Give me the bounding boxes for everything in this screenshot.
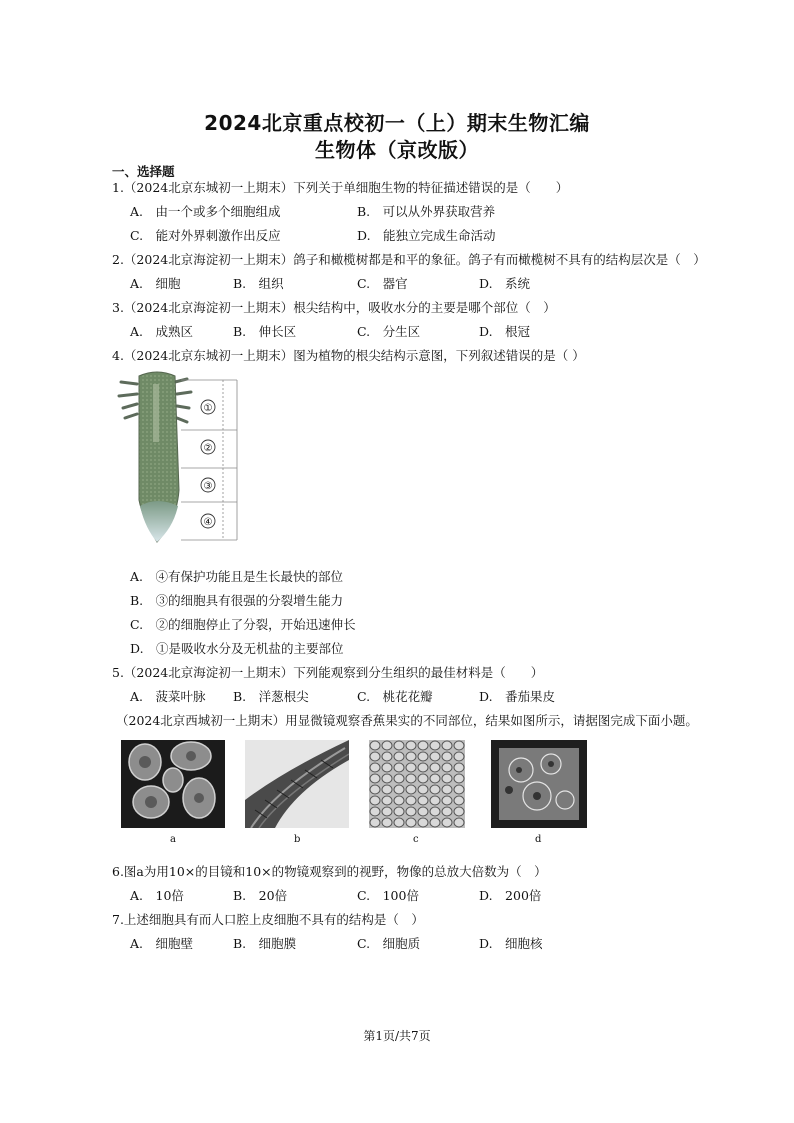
- question-6-option-d[interactable]: D. 200倍: [479, 888, 542, 903]
- micrograph-a: [121, 740, 225, 832]
- page-footer: 第1页/共7页: [363, 1029, 431, 1043]
- question-1-option-d[interactable]: D. 能独立完成生命活动: [357, 228, 496, 243]
- question-7-option-d[interactable]: D. 细胞核: [479, 936, 543, 951]
- question-7-option-b[interactable]: B. 细胞膜: [233, 936, 297, 951]
- passage-text: （2024北京西城初一上期末）用显微镜观察香蕉果实的不同部位，结果如图所示，请据图完成下面小题。: [116, 713, 698, 728]
- question-6-option-b[interactable]: B. 20倍: [233, 888, 288, 903]
- question-3-stem: 3.（2024北京海淀初一上期末）根尖结构中，吸收水分的主要是哪个部位（ ）: [112, 300, 556, 315]
- question-7-option-a[interactable]: A. 细胞壁: [130, 936, 194, 951]
- question-2-option-c[interactable]: C. 器官: [357, 276, 408, 291]
- question-2-stem: 2.（2024北京海淀初一上期末）鸽子和橄榄树都是和平的象征。鸽子有而橄榄树不具有的结构层次是（ ）: [112, 252, 706, 267]
- photo-label-a: a: [170, 834, 176, 845]
- question-4-stem: 4.（2024北京东城初一上期末）图为植物的根尖结构示意图，下列叙述错误的是（ ）: [112, 348, 585, 363]
- marker-2: ②: [203, 443, 213, 454]
- question-5-option-b[interactable]: B. 洋葱根尖: [233, 689, 309, 704]
- micrograph-b: [245, 740, 349, 832]
- question-1-option-c[interactable]: C. 能对外界刺激作出反应: [130, 228, 281, 243]
- question-1-option-b[interactable]: B. 可以从外界获取营养: [357, 204, 496, 219]
- micrograph-c: [369, 740, 465, 832]
- question-2-option-a[interactable]: A. 细胞: [130, 276, 181, 291]
- question-6-option-a[interactable]: A. 10倍: [130, 888, 184, 903]
- question-4-option-d[interactable]: D. ①是吸收水分及无机盐的主要部位: [130, 641, 344, 656]
- question-2-option-b[interactable]: B. 组织: [233, 276, 284, 291]
- root-tip-figure: [113, 370, 253, 548]
- marker-4: ④: [203, 517, 213, 528]
- question-3-option-a[interactable]: A. 成熟区: [130, 324, 194, 339]
- question-6-stem: 6.图a为用10×的目镜和10×的物镜观察到的视野，物像的总放大倍数为（ ）: [112, 864, 547, 879]
- question-7-option-c[interactable]: C. 细胞质: [357, 936, 421, 951]
- question-1-stem: 1.（2024北京东城初一上期末）下列关于单细胞生物的特征描述错误的是（ ）: [112, 180, 569, 195]
- question-5-option-c[interactable]: C. 桃花花瓣: [357, 689, 433, 704]
- photo-label-b: b: [294, 834, 301, 845]
- page-title: 2024北京重点校初一（上）期末生物汇编: [204, 111, 590, 135]
- marker-3: ③: [203, 481, 213, 492]
- question-4-option-c[interactable]: C. ②的细胞停止了分裂，开始迅速伸长: [130, 617, 356, 632]
- question-4-option-a[interactable]: A. ④有保护功能且是生长最快的部位: [130, 569, 344, 584]
- marker-1: ①: [203, 403, 213, 414]
- photo-label-d: d: [535, 834, 542, 845]
- section-heading: 一、选择题: [112, 164, 175, 179]
- question-3-option-d[interactable]: D. 根冠: [479, 324, 531, 339]
- micrograph-d: [491, 740, 587, 832]
- question-5-option-a[interactable]: A. 菠菜叶脉: [130, 689, 206, 704]
- question-1-option-a[interactable]: A. 由一个或多个细胞组成: [130, 204, 281, 219]
- question-7-stem: 7.上述细胞具有而人口腔上皮细胞不具有的结构是（ ）: [112, 912, 424, 927]
- question-4-option-b[interactable]: B. ③的细胞具有很强的分裂增生能力: [130, 593, 344, 608]
- photo-label-c: c: [413, 834, 419, 845]
- question-2-option-d[interactable]: D. 系统: [479, 276, 531, 291]
- question-6-option-c[interactable]: C. 100倍: [357, 888, 419, 903]
- question-3-option-b[interactable]: B. 伸长区: [233, 324, 297, 339]
- question-3-option-c[interactable]: C. 分生区: [357, 324, 421, 339]
- question-5-option-d[interactable]: D. 番茄果皮: [479, 689, 556, 704]
- question-5-stem: 5.（2024北京海淀初一上期末）下列能观察到分生组织的最佳材料是（ ）: [112, 665, 544, 680]
- page-subtitle: 生物体（京改版）: [315, 138, 479, 162]
